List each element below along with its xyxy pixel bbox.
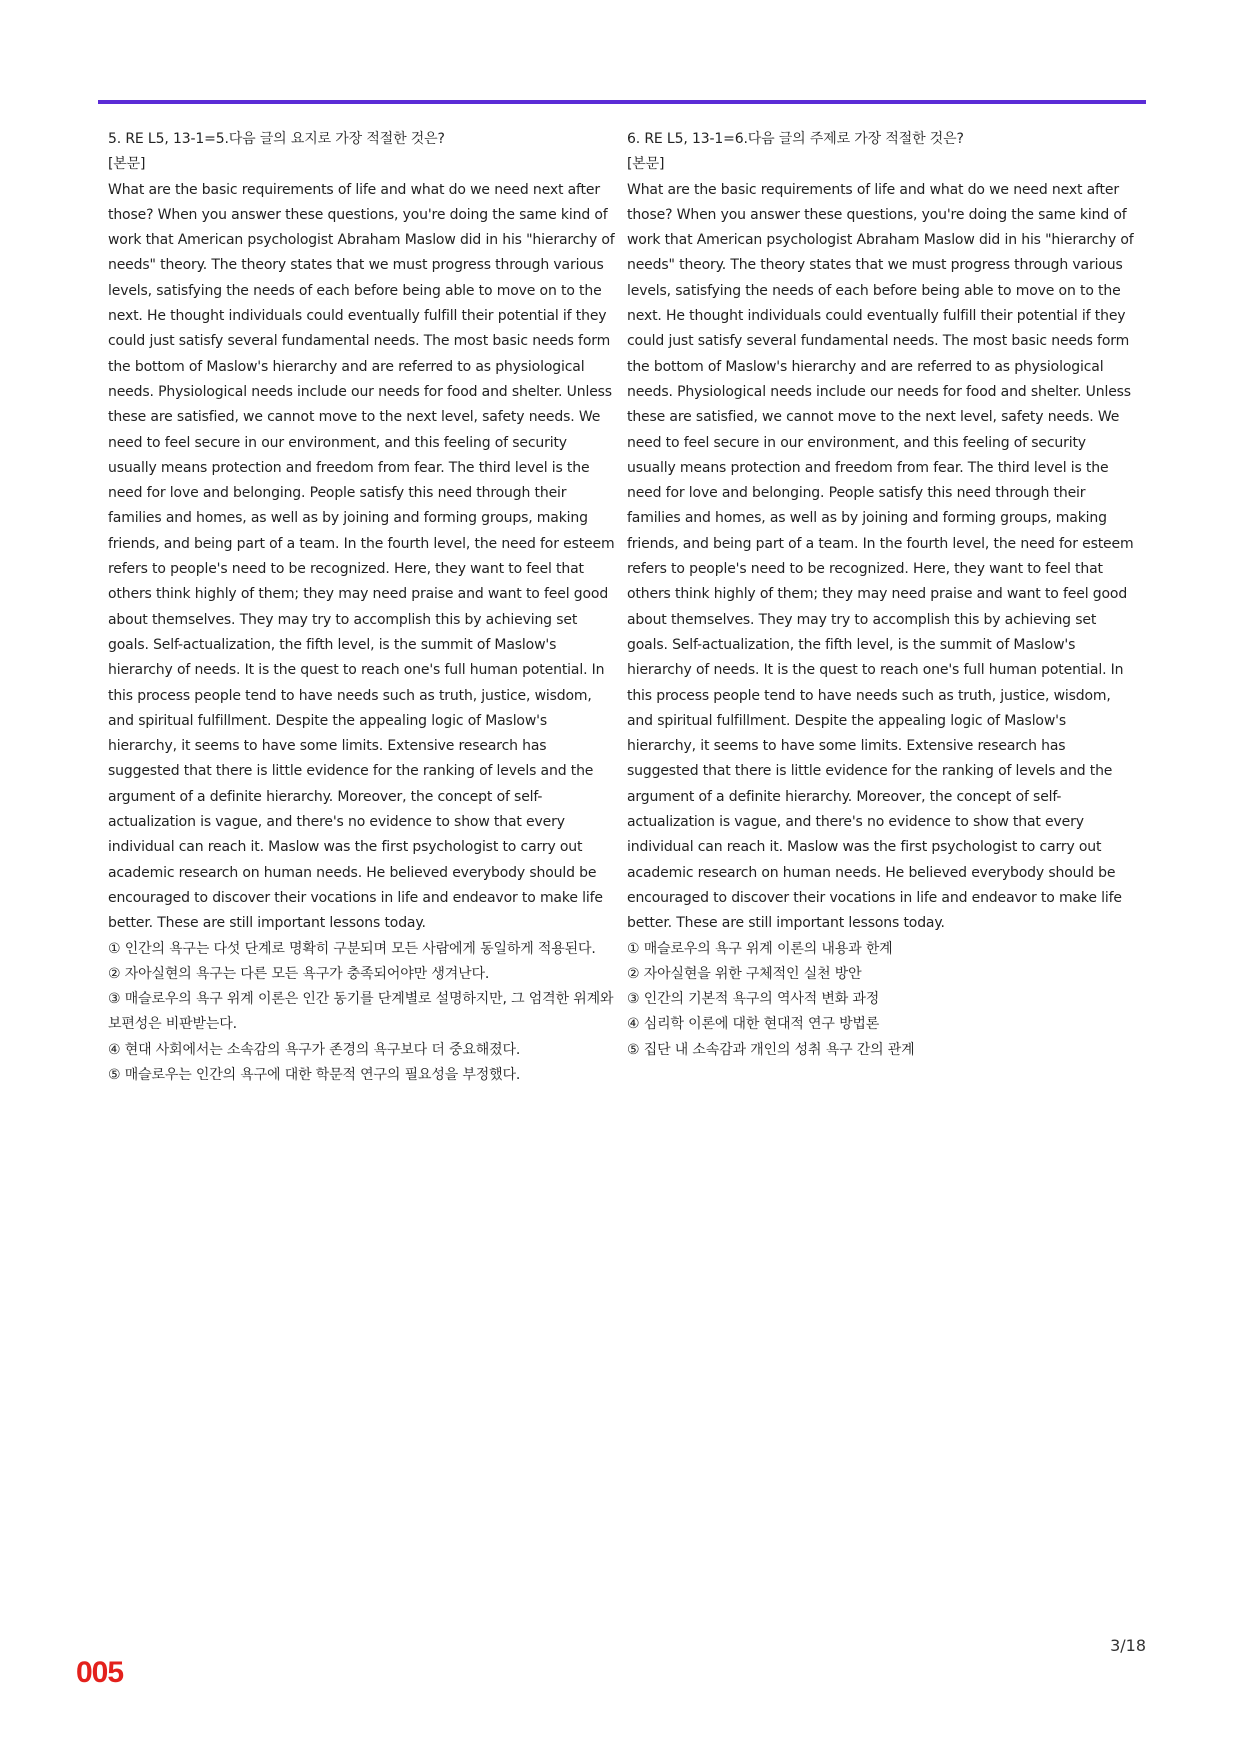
answer-option-4[interactable]: ④ 심리학 이론에 대한 현대적 연구 방법론 (627, 1016, 880, 1033)
passage-label: [본문] (627, 156, 665, 173)
question-6 (627, 127, 1137, 1063)
passage-label: [본문] (108, 156, 146, 173)
question-title: 6. RE L5, 13-1=6.다음 글의 주제로 가장 적절한 것은? (627, 131, 964, 147)
page-number: 3/18 (1110, 1636, 1146, 1655)
answer-option-5[interactable]: ⑤ 집단 내 소속감과 개인의 성취 욕구 간의 관계 (627, 1041, 915, 1058)
passage-text: What are the basic requirements of life and what do we need next after those? When you answer these questions, you're doing the same kind of work that American psychologist Abraham Maslow did in his "hierarchy of needs" theory. The theory states that we must progress through various levels, satisfying the needs of each before being able to move on to the next. He thought individuals could eventually fulfill their potential if they could just satisfy several fundamental needs. The most basic needs form the bottom of Maslow's hierarchy and are referred to as physiological needs. Physiological needs include our needs for food and shelter. Unless these are satisfied, we cannot move to the next level, safety needs. We need to feel secure in our environment, and this feeling of security usually means protection and freedom from fear. The third level is the need for love and belonging. People satisfy this need through their families and homes, as well as by joining and forming groups, making friends, and being part of a team. In the fourth level, the need for esteem refers to people's need to be recognized. Here, they want to feel that others think highly of them; they may need praise and want to feel good about themselves. They may try to accomplish this by achieving set goals. Self-actualization, the fifth level, is the summit of Maslow's hierarchy of needs. It is the quest to reach one's full human potential. In this process people tend to have needs such as truth, justice, wisdom, and spiritual fulfillment. Despite the appealing logic of Maslow's hierarchy, it seems to have some limits. Extensive research has suggested that there is little evidence for the ranking of levels and the argument of a definite hierarchy. Moreover, the concept of self-actualization is vague, and there's no evidence to show that every individual can reach it. Maslow was the first psychologist to carry out academic research on human needs. He believed everybody should be encouraged to discover their vocations in life and endeavor to make life better. These are still important lessons today. (108, 181, 615, 932)
answer-option-1[interactable]: ① 인간의 욕구는 다섯 단계로 명확히 구분되며 모든 사람에게 동일하게 적용된다. (108, 940, 596, 957)
answer-option-5[interactable]: ⑤ 매슬로우는 인간의 욕구에 대한 학문적 연구의 필요성을 부정했다. (108, 1066, 521, 1083)
passage-text: What are the basic requirements of life and what do we need next after those? When you answer these questions, you're doing the same kind of work that American psychologist Abraham Maslow did in his "hierarchy of needs" theory. The theory states that we must progress through various levels, satisfying the needs of each before being able to move on to the next. He thought individuals could eventually fulfill their potential if they could just satisfy several fundamental needs. The most basic needs form the bottom of Maslow's hierarchy and are referred to as physiological needs. Physiological needs include our needs for food and shelter. Unless these are satisfied, we cannot move to the next level, safety needs. We need to feel secure in our environment, and this feeling of security usually means protection and freedom from fear. The third level is the need for love and belonging. People satisfy this need through their families and homes, as well as by joining and forming groups, making friends, and being part of a team. In the fourth level, the need for esteem refers to people's need to be recognized. Here, they want to feel that others think highly of them; they may need praise and want to feel good about themselves. They may try to accomplish this by achieving set goals. Self-actualization, the fifth level, is the summit of Maslow's hierarchy of needs. It is the quest to reach one's full human potential. In this process people tend to have needs such as truth, justice, wisdom, and spiritual fulfillment. Despite the appealing logic of Maslow's hierarchy, it seems to have some limits. Extensive research has suggested that there is little evidence for the ranking of levels and the argument of a definite hierarchy. Moreover, the concept of self-actualization is vague, and there's no evidence to show that every individual can reach it. Maslow was the first psychologist to carry out academic research on human needs. He believed everybody should be encouraged to discover their vocations in life and endeavor to make life better. These are still important lessons today. (627, 181, 1134, 932)
footer-code: 005 (76, 1656, 124, 1689)
question-title: 5. RE L5, 13-1=5.다음 글의 요지로 가장 적절한 것은? (108, 131, 445, 147)
answer-option-1[interactable]: ① 매슬로우의 욕구 위계 이론의 내용과 한계 (627, 940, 893, 957)
top-divider (98, 100, 1146, 104)
answer-option-4[interactable]: ④ 현대 사회에서는 소속감의 욕구가 존경의 욕구보다 더 중요해졌다. (108, 1041, 521, 1058)
answer-option-2[interactable]: ② 자아실현을 위한 구체적인 실천 방안 (627, 965, 862, 982)
question-5 (108, 127, 618, 1088)
answer-option-2[interactable]: ② 자아실현의 욕구는 다른 모든 욕구가 충족되어야만 생겨난다. (108, 965, 490, 982)
answer-option-3[interactable]: ③ 매슬로우의 욕구 위계 이론은 인간 동기를 단계별로 설명하지만, 그 엄격한 위계와 보편성은 비판받는다. (108, 991, 614, 1033)
answer-option-3[interactable]: ③ 인간의 기본적 욕구의 역사적 변화 과정 (627, 991, 880, 1008)
